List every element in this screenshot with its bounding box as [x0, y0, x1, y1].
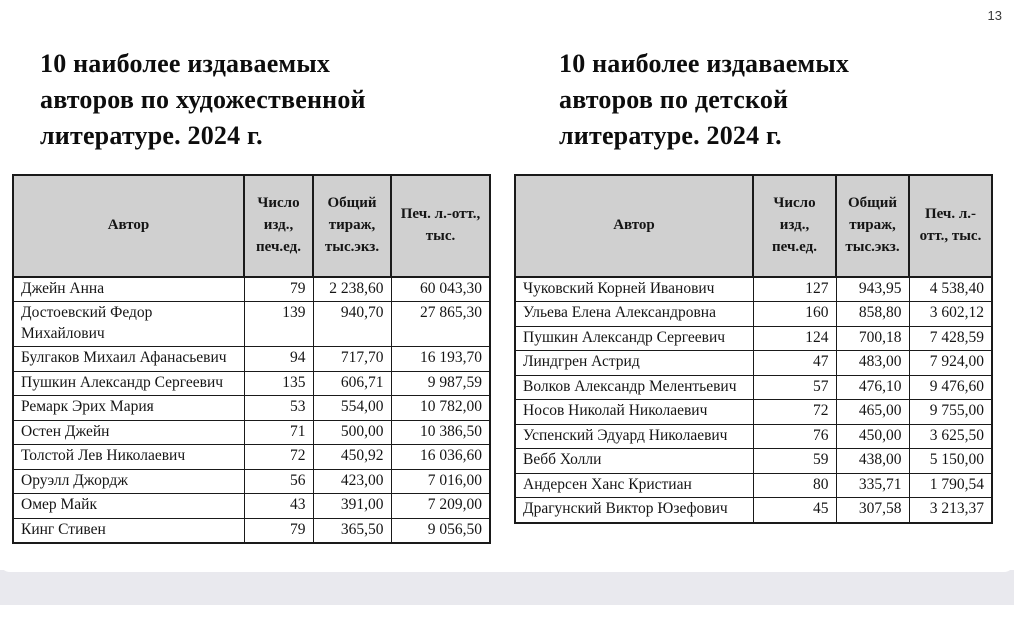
value-cell: 483,00 [836, 351, 909, 375]
fiction-section [12, 46, 489, 544]
children-col-author: Автор [515, 175, 753, 277]
author-cell: Ульева Елена Александровна [515, 302, 753, 326]
table-row [515, 400, 992, 424]
value-cell: 450,00 [836, 424, 909, 448]
value-cell: 57 [753, 375, 836, 399]
value-cell: 3 213,37 [909, 498, 992, 523]
value-cell: 72 [753, 400, 836, 424]
value-cell: 160 [753, 302, 836, 326]
children-title [559, 46, 991, 154]
author-cell: Андерсен Ханс Кристиан [515, 473, 753, 497]
table-row [515, 277, 992, 302]
value-cell: 7 209,00 [391, 494, 490, 518]
value-cell: 465,00 [836, 400, 909, 424]
value-cell: 10 782,00 [391, 396, 490, 420]
fiction-col-circulation: Общий тираж, тыс.экз. [313, 175, 391, 277]
value-cell: 476,10 [836, 375, 909, 399]
table-row [13, 494, 490, 518]
fiction-title-line-3: литературе. 2024 г. [40, 121, 263, 150]
table-row [13, 518, 490, 543]
value-cell: 717,70 [313, 347, 391, 371]
value-cell: 16 036,60 [391, 445, 490, 469]
author-cell: Остен Джейн [13, 420, 244, 444]
table-row [515, 326, 992, 350]
value-cell: 80 [753, 473, 836, 497]
children-col-circulation: Общий тираж, тыс.экз. [836, 175, 909, 277]
fiction-title-line-2: авторов по художественной [40, 85, 366, 114]
table-row [13, 445, 490, 469]
value-cell: 79 [244, 277, 313, 302]
children-header-row [515, 175, 992, 277]
table-row [13, 469, 490, 493]
value-cell: 943,95 [836, 277, 909, 302]
value-cell: 7 428,59 [909, 326, 992, 350]
value-cell: 43 [244, 494, 313, 518]
children-table [514, 174, 993, 524]
value-cell: 27 865,30 [391, 302, 490, 347]
value-cell: 335,71 [836, 473, 909, 497]
value-cell: 127 [753, 277, 836, 302]
author-cell: Ремарк Эрих Мария [13, 396, 244, 420]
value-cell: 9 056,50 [391, 518, 490, 543]
value-cell: 56 [244, 469, 313, 493]
value-cell: 940,70 [313, 302, 391, 347]
table-row [515, 449, 992, 473]
value-cell: 500,00 [313, 420, 391, 444]
value-cell: 9 755,00 [909, 400, 992, 424]
table-row [515, 375, 992, 399]
value-cell: 124 [753, 326, 836, 350]
value-cell: 700,18 [836, 326, 909, 350]
value-cell: 2 238,60 [313, 277, 391, 302]
table-row [13, 371, 490, 395]
author-cell: Омер Майк [13, 494, 244, 518]
table-row [13, 396, 490, 420]
fiction-header-row [13, 175, 490, 277]
value-cell: 3 625,50 [909, 424, 992, 448]
next-page-top-edge [0, 605, 1014, 619]
value-cell: 423,00 [313, 469, 391, 493]
table-row [515, 302, 992, 326]
children-title-line-3: литературе. 2024 г. [559, 121, 782, 150]
value-cell: 9 987,59 [391, 371, 490, 395]
fiction-col-printsheets: Печ. л.-отт., тыс. [391, 175, 490, 277]
value-cell: 53 [244, 396, 313, 420]
value-cell: 450,92 [313, 445, 391, 469]
value-cell: 307,58 [836, 498, 909, 523]
value-cell: 365,50 [313, 518, 391, 543]
children-col-printsheets: Печ. л.-отт., тыс. [909, 175, 992, 277]
author-cell: Толстой Лев Николаевич [13, 445, 244, 469]
value-cell: 94 [244, 347, 313, 371]
value-cell: 139 [244, 302, 313, 347]
value-cell: 5 150,00 [909, 449, 992, 473]
author-cell: Булгаков Михаил Афанасьевич [13, 347, 244, 371]
fiction-title-line-1: 10 наиболее издаваемых [40, 49, 331, 78]
children-title-line-2: авторов по детской [559, 85, 789, 114]
value-cell: 858,80 [836, 302, 909, 326]
author-cell: Волков Александр Мелентьевич [515, 375, 753, 399]
value-cell: 79 [244, 518, 313, 543]
page-gap-band [0, 570, 1014, 605]
table-row [13, 277, 490, 302]
children-col-editions: Число изд., печ.ед. [753, 175, 836, 277]
author-cell: Кинг Стивен [13, 518, 244, 543]
author-cell: Вебб Холли [515, 449, 753, 473]
value-cell: 47 [753, 351, 836, 375]
fiction-title [40, 46, 489, 154]
value-cell: 59 [753, 449, 836, 473]
value-cell: 72 [244, 445, 313, 469]
table-row [515, 498, 992, 523]
table-row [515, 473, 992, 497]
value-cell: 391,00 [313, 494, 391, 518]
value-cell: 438,00 [836, 449, 909, 473]
author-cell: Пушкин Александр Сергеевич [13, 371, 244, 395]
table-row [13, 420, 490, 444]
value-cell: 76 [753, 424, 836, 448]
fiction-table [12, 174, 491, 544]
value-cell: 7 016,00 [391, 469, 490, 493]
value-cell: 16 193,70 [391, 347, 490, 371]
author-cell: Пушкин Александр Сергеевич [515, 326, 753, 350]
table-row [13, 347, 490, 371]
value-cell: 60 043,30 [391, 277, 490, 302]
table-row [515, 424, 992, 448]
fiction-col-author: Автор [13, 175, 244, 277]
page-number: 13 [987, 8, 1002, 23]
author-cell: Линдгрен Астрид [515, 351, 753, 375]
value-cell: 45 [753, 498, 836, 523]
table-row [515, 351, 992, 375]
table-row [13, 302, 490, 347]
fiction-col-editions: Число изд., печ.ед. [244, 175, 313, 277]
value-cell: 9 476,60 [909, 375, 992, 399]
value-cell: 10 386,50 [391, 420, 490, 444]
author-cell: Оруэлл Джордж [13, 469, 244, 493]
children-title-line-1: 10 наиболее издаваемых [559, 49, 850, 78]
author-cell: Носов Николай Николаевич [515, 400, 753, 424]
children-section [514, 46, 991, 544]
author-cell: Достоевский Федор Михайлович [13, 302, 244, 347]
author-cell: Успенский Эдуард Николаевич [515, 424, 753, 448]
author-cell: Чуковский Корней Иванович [515, 277, 753, 302]
value-cell: 3 602,12 [909, 302, 992, 326]
value-cell: 4 538,40 [909, 277, 992, 302]
value-cell: 7 924,00 [909, 351, 992, 375]
value-cell: 71 [244, 420, 313, 444]
author-cell: Драгунский Виктор Юзефович [515, 498, 753, 523]
author-cell: Джейн Анна [13, 277, 244, 302]
value-cell: 1 790,54 [909, 473, 992, 497]
value-cell: 554,00 [313, 396, 391, 420]
value-cell: 135 [244, 371, 313, 395]
value-cell: 606,71 [313, 371, 391, 395]
